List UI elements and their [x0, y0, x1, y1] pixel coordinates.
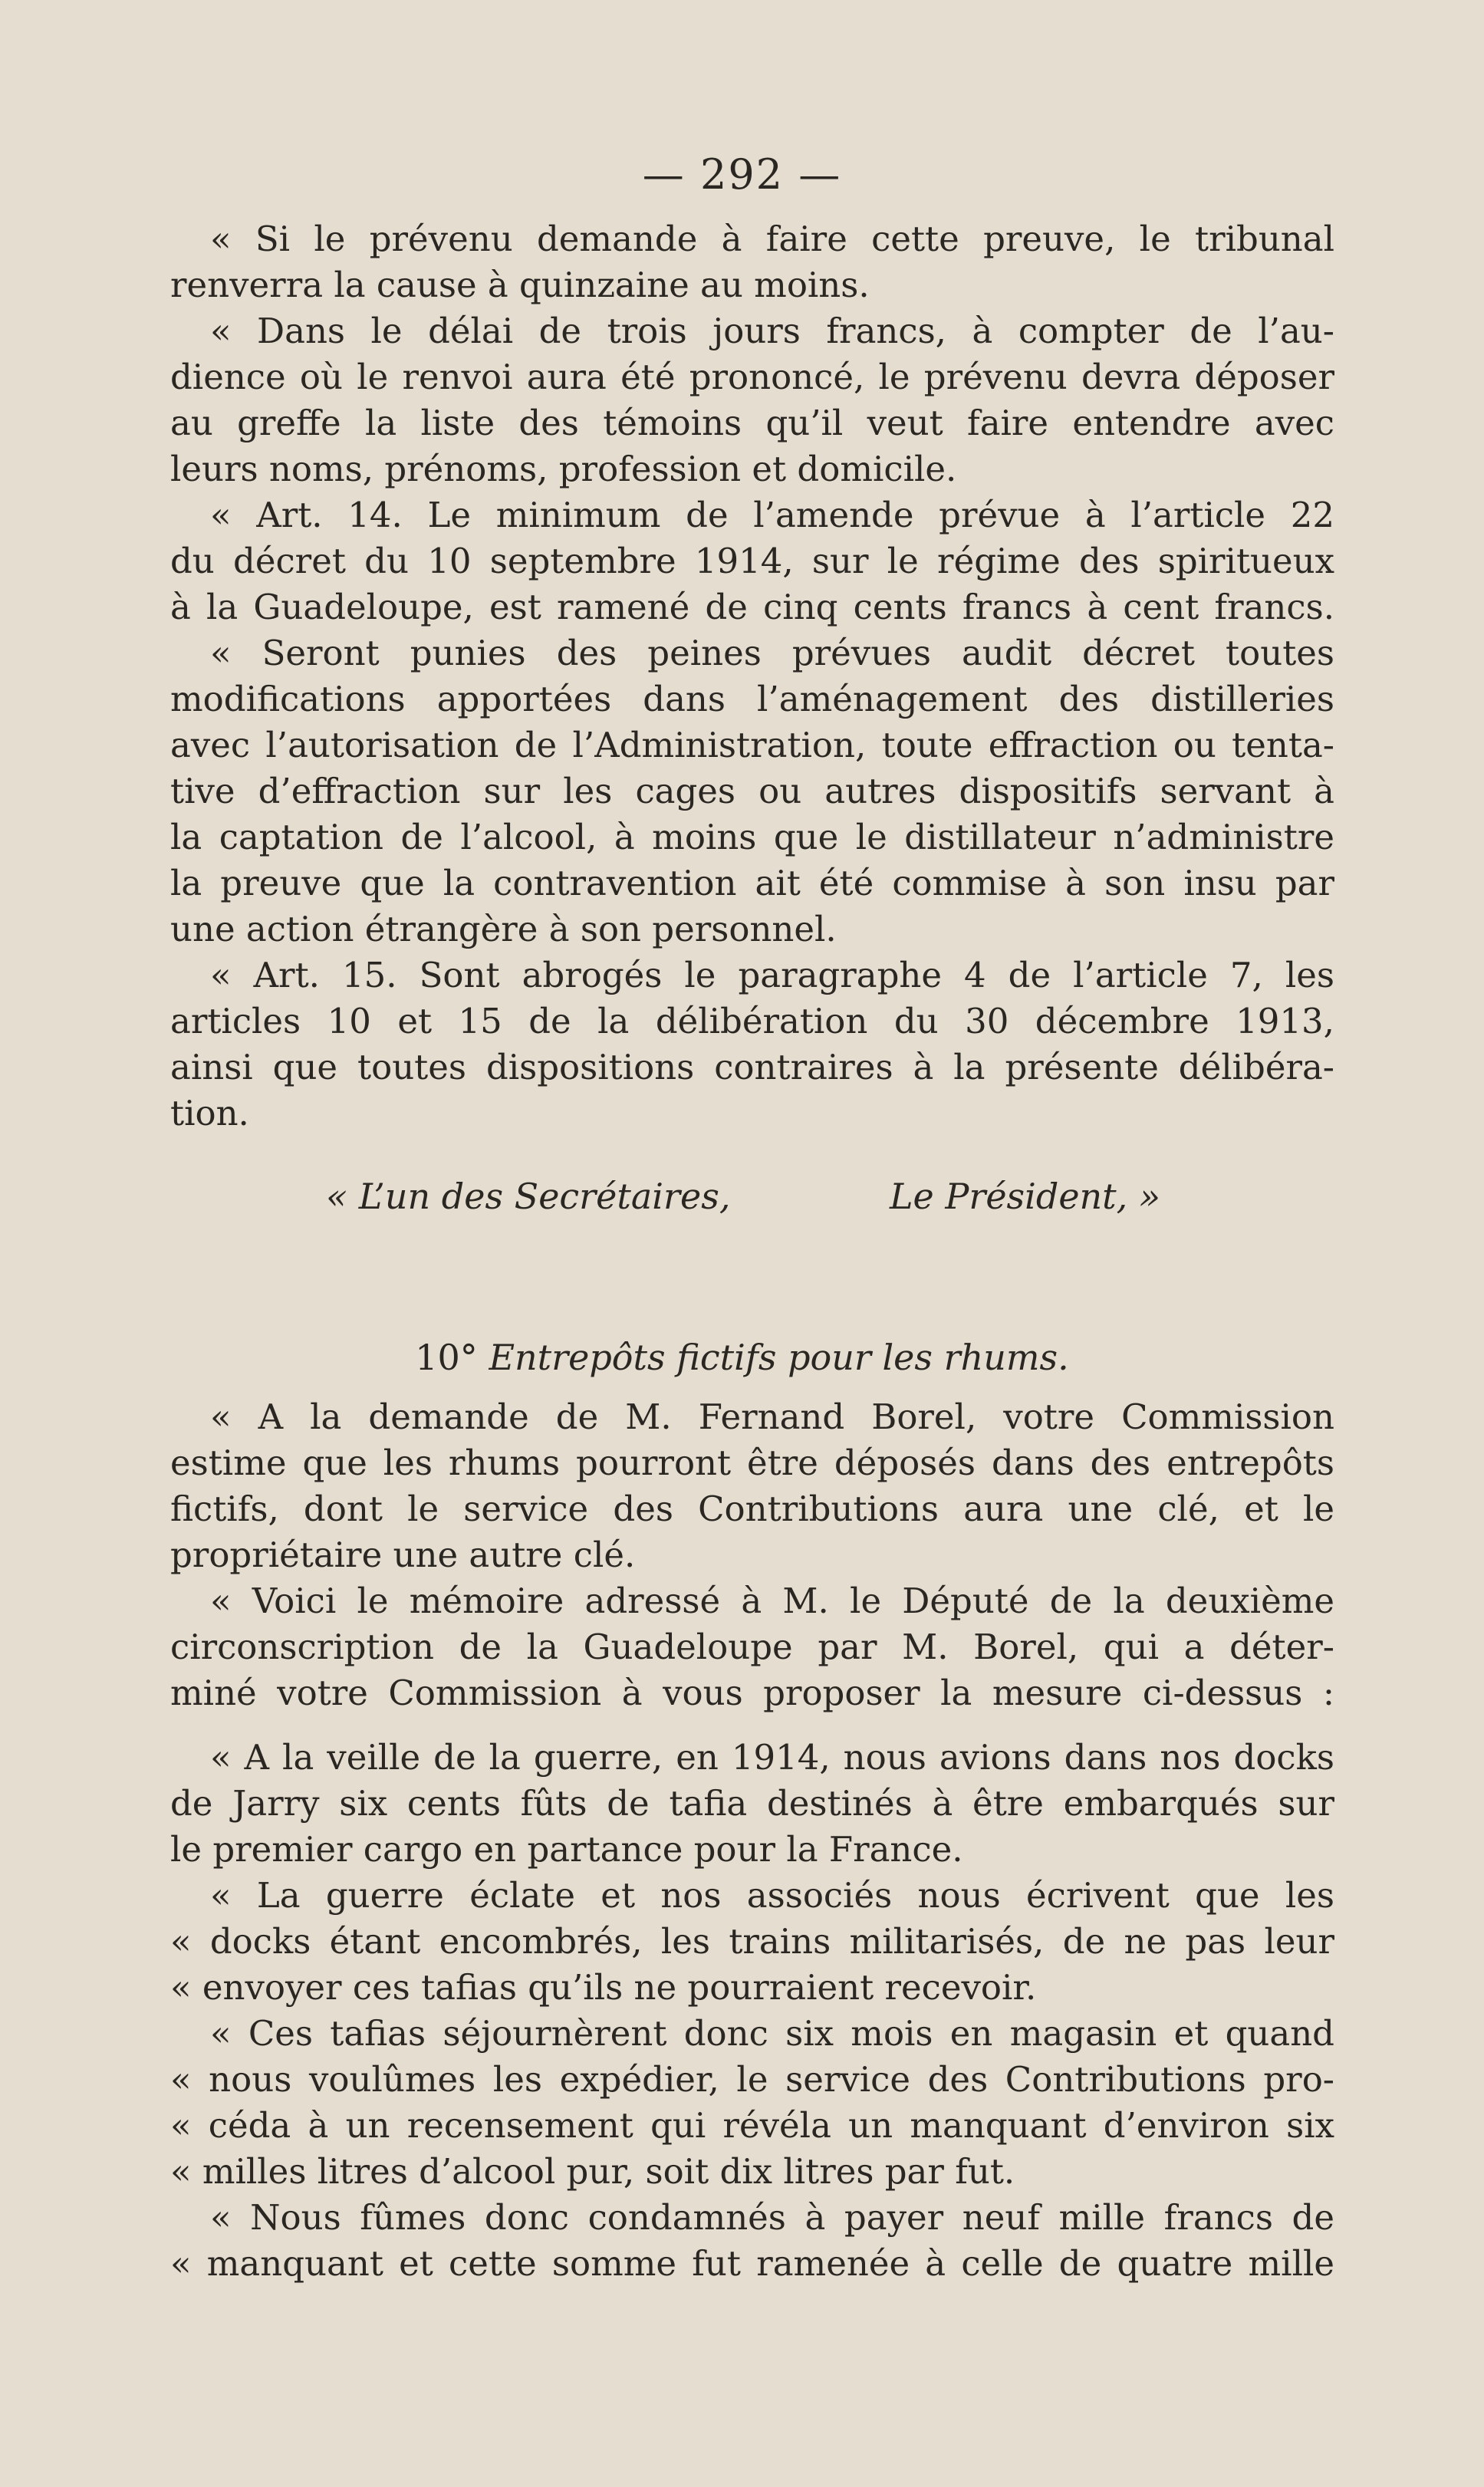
- text-line: renverra la cause à quinzaine au moins.: [170, 265, 870, 305]
- text-line: « manquant et cette somme fut ramenée à celle de quatre mille: [170, 2243, 1334, 2284]
- text-line: « milles litres d’alcool pur, soit dix litres par fut.: [170, 2151, 1015, 2192]
- text-line: fictifs, dont le service des Contributions aura une clé, et le: [170, 1489, 1334, 1529]
- section-title: Entrepôts fictifs pour les rhums.: [489, 1337, 1069, 1378]
- text-line: « Dans le délai de trois jours francs, à compter de l’au-: [210, 311, 1334, 351]
- text-line: la preuve que la contravention ait été commise à son insu par: [170, 863, 1334, 903]
- text-line: « Seront punies des peines prévues audit décret toutes: [210, 633, 1334, 673]
- text-line: ainsi que toutes dispositions contraires à la présente délibéra-: [170, 1047, 1334, 1087]
- text-line: « Art. 14. Le minimum de l’amende prévue à l’article 22: [210, 495, 1334, 535]
- text-line: une action étrangère à son personnel.: [170, 909, 837, 949]
- text-line: propriétaire une autre clé.: [170, 1535, 636, 1575]
- text-line: « Si le prévenu demande à faire cette preuve, le tribunal: [210, 219, 1334, 259]
- text-line: la captation de l’alcool, à moins que le distillateur n’administre: [170, 817, 1334, 857]
- signature-president: Le Président, »: [890, 1176, 1161, 1217]
- text-line: tive d’effraction sur les cages ou autres dispositifs servant à: [170, 771, 1334, 811]
- text-line: modifications apportées dans l’aménagement des distilleries: [170, 679, 1334, 719]
- text-line: « Nous fûmes donc condamnés à payer neuf mille francs de: [210, 2197, 1334, 2238]
- text-line: circonscription de la Guadeloupe par M. Borel, qui a déter-: [170, 1627, 1334, 1667]
- signature-secretary: « L’un des Secrétaires,: [326, 1176, 731, 1217]
- section-heading: [0, 1334, 1484, 1380]
- text-line: « envoyer ces tafias qu’ils ne pourraient recevoir.: [170, 1967, 1037, 2008]
- text-line: tion.: [170, 1093, 249, 1133]
- text-line: à la Guadeloupe, est ramené de cinq cents francs à cent francs.: [170, 587, 1334, 627]
- text-line: « A la veille de la guerre, en 1914, nous avions dans nos docks: [210, 1737, 1334, 1778]
- text-line: « Voici le mémoire adressé à M. le Député de la deuxième: [210, 1581, 1334, 1621]
- text-line: le premier cargo en partance pour la France.: [170, 1829, 963, 1870]
- text-line: « Art. 15. Sont abrogés le paragraphe 4 de l’article 7, les: [210, 955, 1334, 995]
- text-line: de Jarry six cents fûts de tafia destinés à être embarqués sur: [170, 1783, 1334, 1824]
- text-line: « La guerre éclate et nos associés nous écrivent que les: [210, 1875, 1334, 1916]
- text-line: « Ces tafias séjournèrent donc six mois en magasin et quand: [210, 2013, 1334, 2054]
- text-line: « céda à un recensement qui révéla un manquant d’environ six: [170, 2105, 1334, 2146]
- section-number: 10°: [415, 1337, 478, 1378]
- text-line: miné votre Commission à vous proposer la mesure ci-dessus :: [170, 1673, 1334, 1713]
- text-line: du décret du 10 septembre 1914, sur le régime des spiritueux: [170, 541, 1334, 581]
- text-line: articles 10 et 15 de la délibération du 30 décembre 1913,: [170, 1001, 1334, 1041]
- text-line: leurs noms, prénoms, profession et domicile.: [170, 449, 957, 489]
- text-line: « docks étant encombrés, les trains militarisés, de ne pas leur: [170, 1921, 1334, 1962]
- text-line: dience où le renvoi aura été prononcé, le prévenu devra déposer: [170, 357, 1334, 397]
- text-line: « nous voulûmes les expédier, le service des Contributions pro-: [170, 2059, 1334, 2100]
- text-line: estime que les rhums pourront être déposés dans des entrepôts: [170, 1443, 1334, 1483]
- text-line: au greffe la liste des témoins qu’il veut faire entendre avec: [170, 403, 1334, 443]
- text-line: avec l’autorisation de l’Administration, toute effraction ou tenta-: [170, 725, 1334, 765]
- text-line: « A la demande de M. Fernand Borel, votre Commission: [210, 1396, 1334, 1437]
- page-number: — 292 —: [642, 150, 842, 199]
